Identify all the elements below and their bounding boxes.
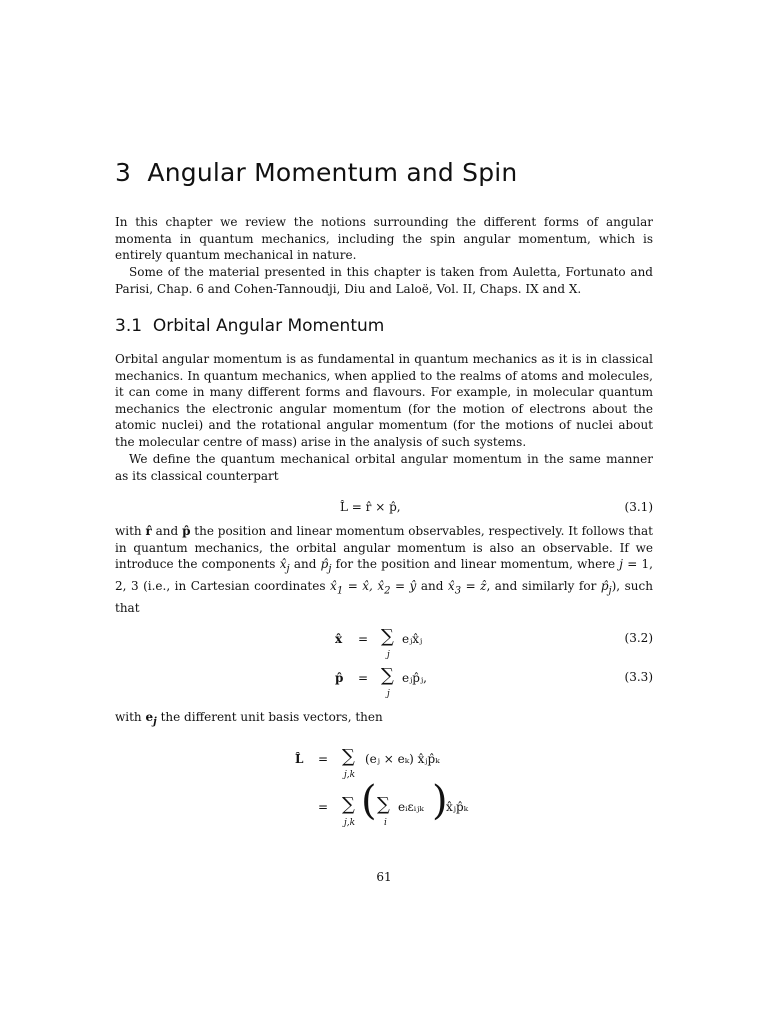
equation-3-2-lhs: x̂ <box>335 632 343 646</box>
equation-l-sum-index-2a: j,k <box>344 818 356 828</box>
summation-sign: ∑ <box>342 746 355 767</box>
math-e-j: $e_j$ <box>145 710 157 728</box>
p3-text-a: with <box>115 524 142 538</box>
equation-l-rhs-2: eᵢεᵢⱼₖ <box>398 800 424 814</box>
equation-3-3-lhs: p̂ <box>335 671 344 685</box>
chapter-title-text: Angular Momentum and Spin <box>147 158 518 187</box>
math-p-hat-j: $p̂_j$ <box>320 557 332 575</box>
p3-text-c: the position and linear momentum observables, respectively. It follows that in quantum mechanics, the orbital angular momentum is also an observable. If we introduce the components <box>115 524 653 572</box>
body-paragraph-4 <box>115 709 653 731</box>
equation-3-2-rhs: eⱼx̂ⱼ <box>402 632 423 646</box>
equation-3-1-body: L̂ = r̂ × p̂, <box>340 500 401 514</box>
body-paragraph-3: with r̂ and p̂ the position and linear momentum observables, respectively. It follows that in quantum mechanics, the orbital angular momentum is also an observable. If we introduce the components $x̂_j$ and $p̂_j$ for the position and linear momentum, where j = 1, 2, 3 (i.e., in Cartesian coordinates $x̂_1$ = x̂, $x̂_2$ = ŷ and $x̂_3$ = ẑ, and similarly for $p̂_j$), such that <box>115 524 653 616</box>
p4-text-a: with <box>115 710 142 724</box>
right-paren: ) <box>432 778 448 824</box>
math-x-hat-j: $x̂_j$ <box>279 557 290 575</box>
left-paren: ( <box>361 778 377 824</box>
equation-3-2-number: (3.2) <box>624 631 653 645</box>
equation-l-rel-2: = <box>318 800 329 814</box>
p3-text-d: and <box>293 557 317 572</box>
p3-text-h: ), such that <box>115 579 653 616</box>
equation-3-2-sum-index: j <box>387 650 390 660</box>
equation-3-3-rel: = <box>358 671 369 685</box>
equation-l-lhs: L̂ <box>295 752 304 766</box>
p3-text-b: and <box>155 524 179 538</box>
summation-sign: ∑ <box>381 626 394 647</box>
summation-sign: ∑ <box>342 794 355 815</box>
p3-text-e: for the position and linear momentum, where <box>335 557 616 572</box>
page-number: 61 <box>376 870 392 884</box>
section-title-text: Orbital Angular Momentum <box>152 316 385 336</box>
equation-l-rel-1: = <box>318 752 329 766</box>
equation-3-1-number: (3.1) <box>624 500 653 514</box>
intro-paragraph-2: Some of the material presented in this chapter is taken from Auletta, Fortunato and Parisi, Chap. 6 and Cohen-Tannoudji, Diu and Laloë, Vol. II, Chaps. IX and X. <box>115 265 653 296</box>
section-number: 3.1 <box>115 316 143 336</box>
math-r-hat: r̂ <box>145 524 152 538</box>
equation-3-3-number: (3.3) <box>624 670 653 684</box>
chapter-number: 3 <box>115 158 132 187</box>
body-paragraph-1: Orbital angular momentum is as fundamental in quantum mechanics as it is in classical mechanics. In quantum mechanics, when applied to the realms of atoms and molecules, it can come in many different forms and flavours. For example, in molecular quantum mechanics the electronic angular momentum (for the motion of electrons about the atomic nuclei) and the rotational angular momentum (for the motions of nuclei about the molecular centre of mass) arise in the analysis of such systems. <box>115 352 653 449</box>
summation-sign: ∑ <box>381 665 394 686</box>
summation-sign: ∑ <box>377 794 390 815</box>
body-paragraph-2: We define the quantum mechanical orbital angular momentum in the same manner as its classical counterpart <box>115 452 653 483</box>
p3-text-f: (i.e., in Cartesian coordinates <box>143 579 326 594</box>
equation-l-rhs-1: (eⱼ × eₖ) x̂ⱼp̂ₖ <box>365 752 440 766</box>
intro-paragraph-1: In this chapter we review the notions surrounding the different forms of angular momenta in quantum mechanics, including the spin angular momentum, which is entirely quantum mechanical in nature. <box>115 215 653 263</box>
equation-l-sum-index-2b: i <box>384 818 387 828</box>
equation-l-sum-index-1: j,k <box>344 770 356 780</box>
math-p-hat: p̂ <box>182 524 191 538</box>
math-j-range: j <box>619 557 624 572</box>
math-cartesian-z: $x̂_3$ = ẑ <box>447 579 487 597</box>
math-p-hat-j-2: $p̂_j$ <box>600 579 612 597</box>
equation-3-3-rhs: eⱼp̂ⱼ, <box>402 671 427 685</box>
chapter-title <box>115 158 517 187</box>
equation-3-1 <box>115 500 653 520</box>
math-cartesian: $x̂_1$ = x̂, $x̂_2$ = ŷ <box>330 579 417 597</box>
p3-text-g: , and similarly for <box>486 579 597 594</box>
equation-3-2-rel: = <box>358 632 369 646</box>
equation-l-rhs-2b: x̂ⱼp̂ₖ <box>446 800 468 814</box>
section-title <box>115 316 384 336</box>
p4-text-b: the different unit basis vectors, then <box>160 710 383 724</box>
equation-3-3-sum-index: j <box>387 689 390 699</box>
